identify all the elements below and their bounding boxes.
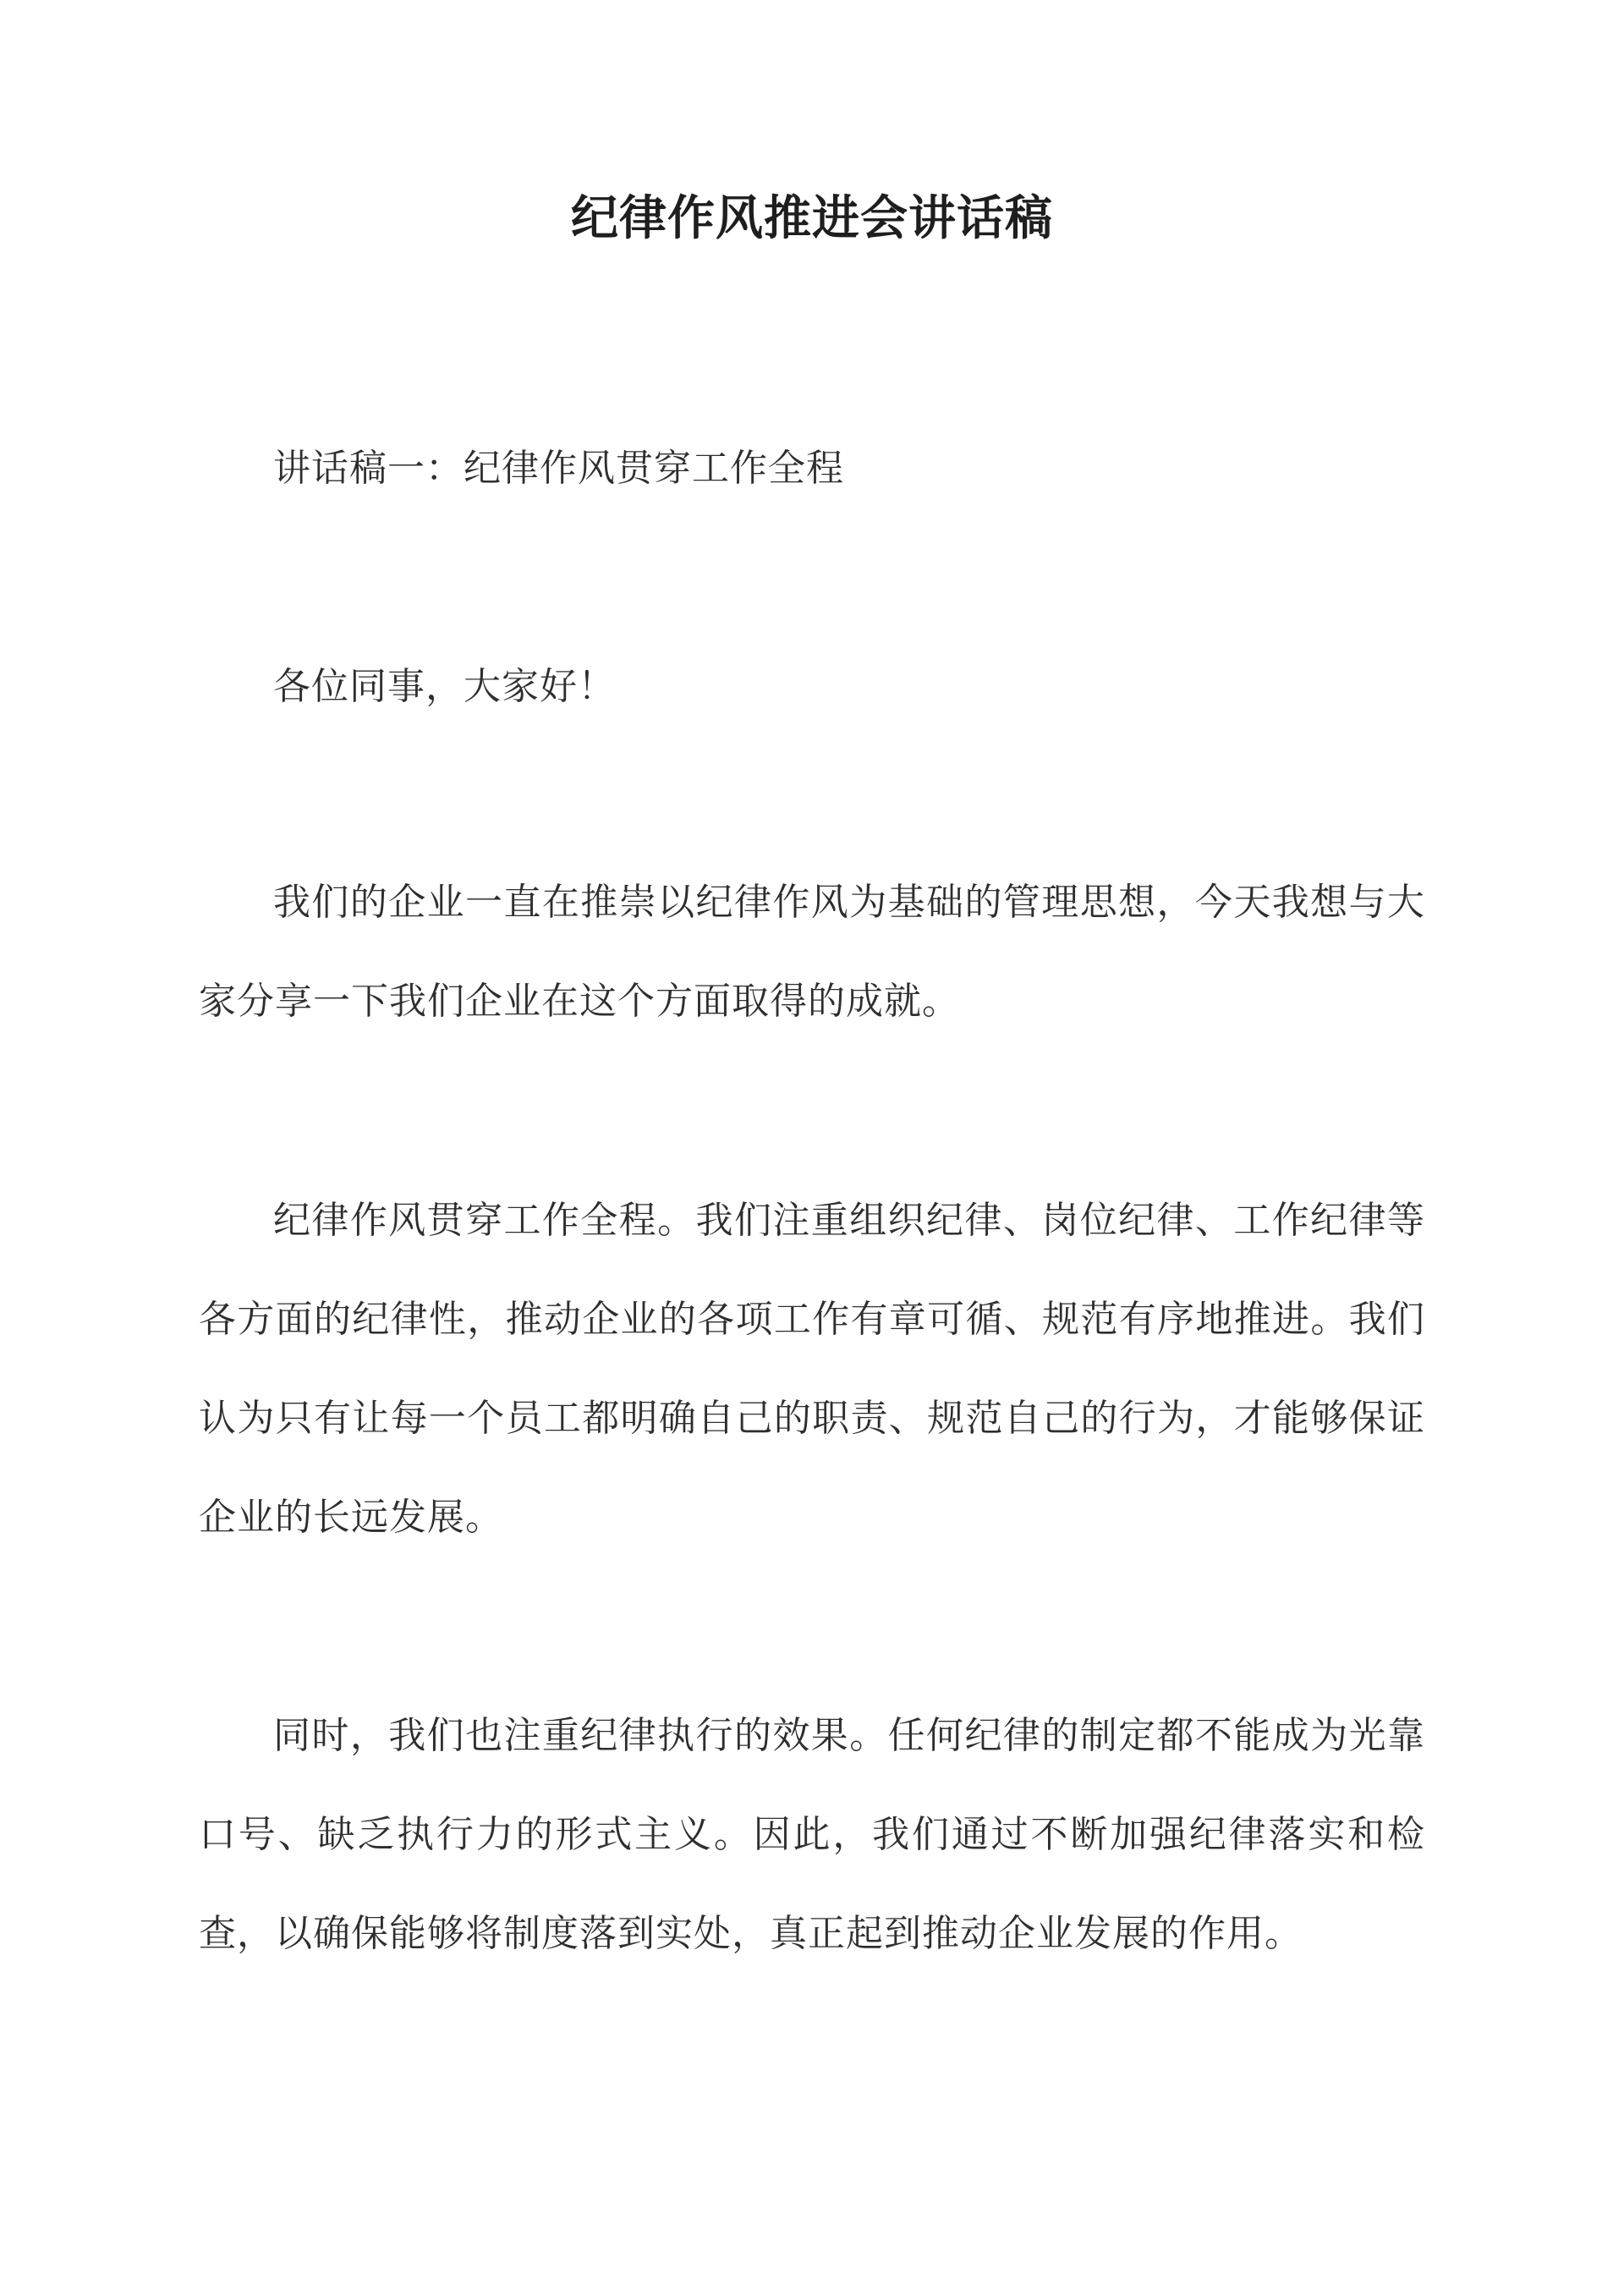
body-paragraph-1: 我们的企业一直在推崇以纪律作风为基础的管理思想，今天我想与大家分享一下我们企业在这个方面取得的成就。 [199, 881, 1425, 1023]
body-paragraph-3: 同时，我们也注重纪律执行的效果。任何纪律的制定都不能成为光靠口号、缺乏执行力的形式主义。因此，我们通过不断加强纪律落实和检查，以确保能够将制度落到实处，真正起到推动企业发展的作用。 [199, 1714, 1425, 1955]
speech-subtitle: 讲话稿一：纪律作风贯穿工作全程 [273, 447, 844, 490]
greeting-paragraph: 各位同事，大家好！ [273, 665, 616, 708]
document-title: 纪律作风推进会讲话稿 [571, 190, 1053, 246]
body-paragraph-2: 纪律作风贯穿工作全程。我们注重组织纪律、岗位纪律、工作纪律等各方面的纪律性，推动企业的各项工作有章可循、规范有序地推进。我们认为只有让每一个员工都明确自己的职责、规范自己的行为，才能够保证企业的长远发展。 [199, 1199, 1425, 1539]
